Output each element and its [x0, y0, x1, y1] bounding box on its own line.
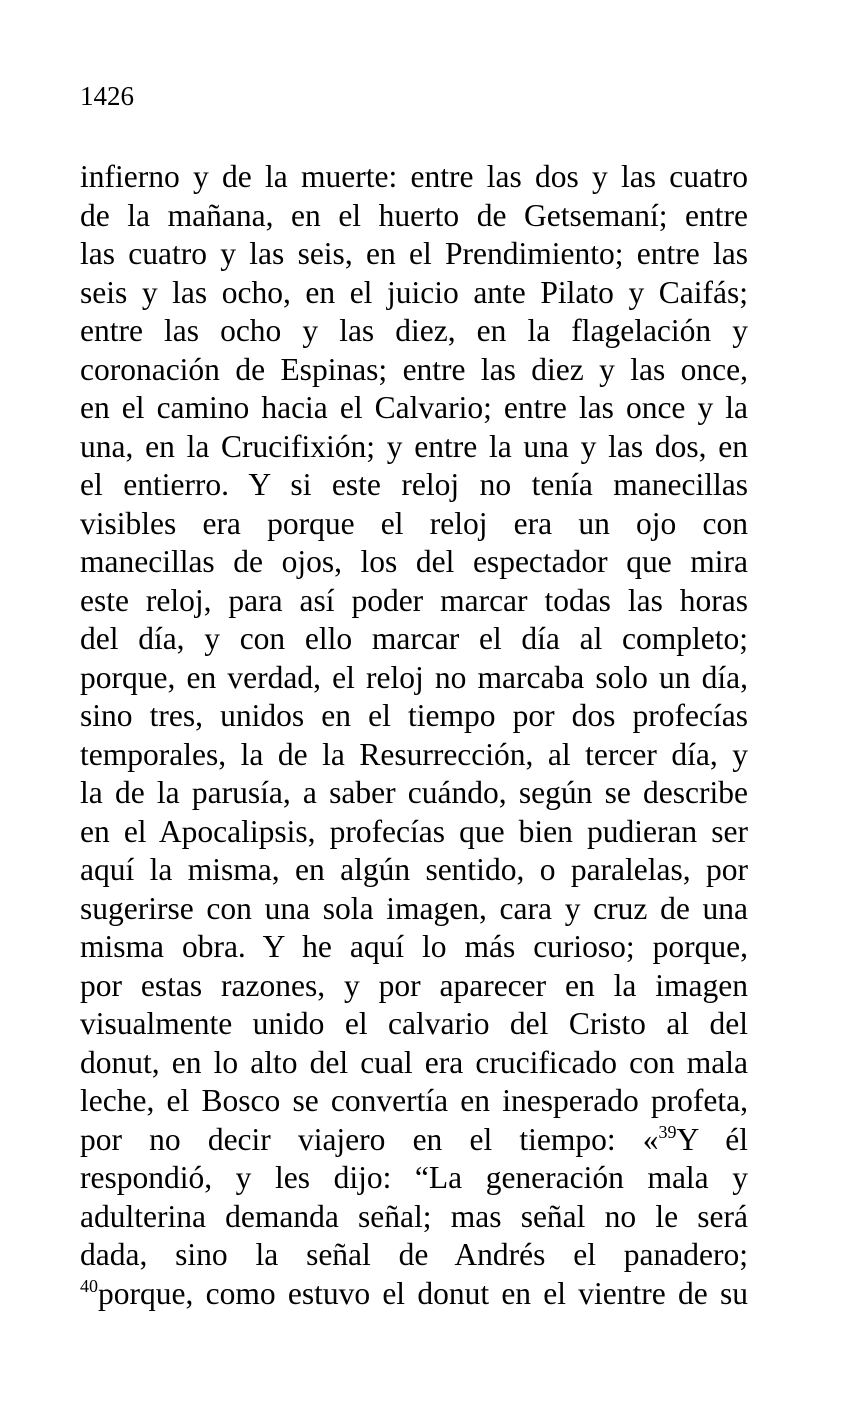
text-line: este reloj, para así poder marcar todas las horas: [80, 582, 748, 618]
verse-number-40: 40: [80, 1275, 98, 1296]
page-number: 1426: [80, 81, 134, 111]
text-line: dada, sino la señal de Andrés el panadero;: [80, 1237, 748, 1272]
text-line: temporales, la de la Resurrección, al tercer día, y: [80, 736, 748, 772]
text-line: en el Apocalipsis, profecías que bien pudieran ser: [80, 813, 748, 849]
text-fragment: porque, como estuvo el donut en el vientre de su: [98, 1275, 748, 1311]
text-line: las cuatro y las seis, en el Prendimiento; entre las: [80, 236, 748, 271]
text-line: manecillas de ojos, los del espectador que mira: [80, 544, 748, 579]
text-line: donut, en lo alto del cual era crucificado con mala: [80, 1044, 748, 1080]
text-line: el entierro. Y si este reloj no tenía manecillas: [80, 467, 748, 502]
text-line-with-footnote-39: [80, 1121, 748, 1160]
text-line: aquí la misma, en algún sentido, o paralelas, por: [80, 852, 748, 887]
text-line: seis y las ocho, en el juicio ante Pilato y Caifás;: [80, 274, 748, 310]
text-line: sugerirse con una sola imagen, cara y cruz de una: [80, 890, 748, 926]
text-line: de la mañana, en el huerto de Getsemaní; entre: [80, 197, 748, 233]
text-line: la de la parusía, a saber cuándo, según se describe: [80, 775, 748, 810]
text-line: del día, y con ello marcar el día al completo;: [80, 621, 748, 656]
text-line: infierno y de la muerte: entre las dos y las cuatro: [80, 159, 748, 194]
text-line: leche, el Bosco se convertía en inesperado profeta,: [80, 1083, 748, 1118]
text-line: misma obra. Y he aquí lo más curioso; porque,: [80, 929, 748, 964]
text-line: en el camino hacia el Calvario; entre las once y la: [80, 390, 748, 425]
text-line: entre las ocho y las diez, en la flagelación y: [80, 313, 748, 348]
body-text: [80, 158, 748, 1313]
text-fragment: Y él: [676, 1121, 748, 1157]
text-line: porque, en verdad, el reloj no marcaba solo un día,: [80, 659, 748, 695]
text-line: respondió, y les dijo: “La generación mala y: [80, 1160, 748, 1195]
text-line: una, en la Crucifixión; y entre la una y las dos, en: [80, 428, 748, 464]
verse-number-39: 39: [658, 1121, 677, 1142]
text-line: por estas razones, y por aparecer en la imagen: [80, 967, 748, 1003]
text-line: sino tres, unidos en el tiempo por dos profecías: [80, 698, 748, 733]
text-line: visibles era porque el reloj era un ojo con: [80, 505, 748, 541]
text-line: adulterina demanda señal; mas señal no le será: [80, 1198, 748, 1234]
text-line: visualmente unido el calvario del Cristo al del: [80, 1006, 748, 1041]
text-fragment: por no decir viajero en el tiempo: «: [80, 1121, 659, 1157]
text-line: coronación de Espinas; entre las diez y las once,: [80, 351, 748, 387]
text-line-with-footnote-40: [80, 1275, 748, 1314]
